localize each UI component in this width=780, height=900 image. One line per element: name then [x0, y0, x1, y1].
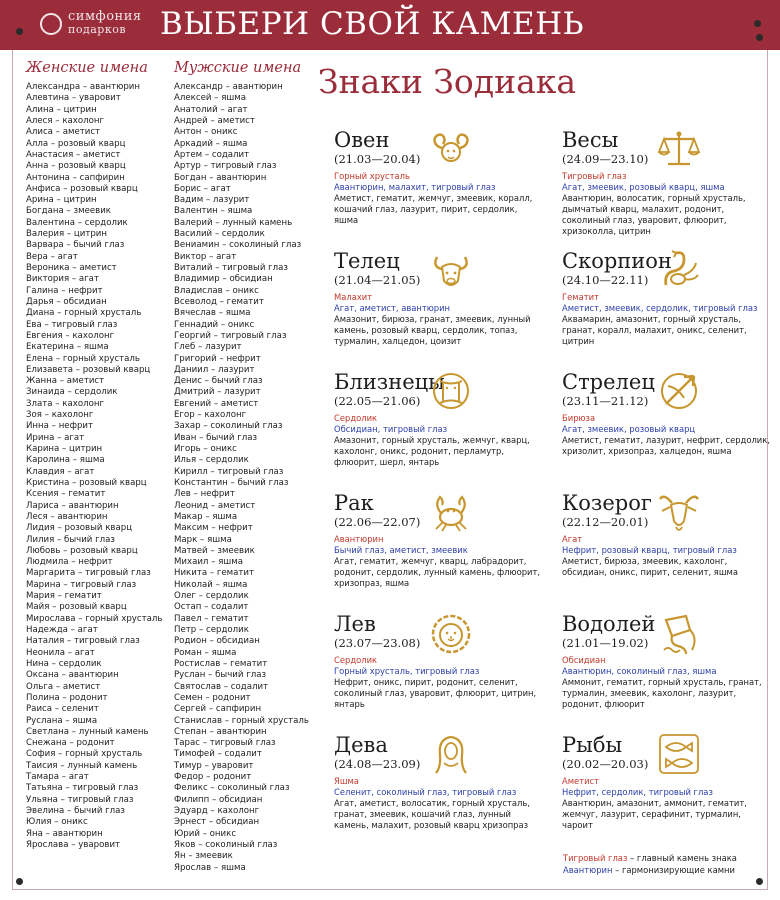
list-item: Полина – родонит — [26, 692, 108, 703]
list-item: Руслана – яшма — [26, 715, 98, 726]
list-item: Виктор – агат — [174, 251, 237, 262]
list-item: Ярослав – яшма — [174, 862, 246, 873]
other-stones: Нефрит, оникс, пирит, родонит, селенит, соколиный глаз, уваровит, флюорит, цитрин, янтарь — [334, 677, 537, 709]
taurus-icon — [428, 247, 474, 293]
list-item: Зинаида – сердолик — [26, 387, 118, 398]
main-stone: Тигровый глаз — [562, 171, 627, 181]
scorpio-icon — [656, 247, 702, 293]
female-names-list — [26, 82, 162, 851]
sign-dates: (21.04—21.05) — [334, 273, 421, 287]
harmonizing-stones: Агат, аметист, авантюрин — [334, 303, 451, 313]
list-item: Ольга – аметист — [26, 681, 101, 692]
list-item: Надежда – агат — [26, 625, 98, 635]
harmonizing-stones: Селенит, соколиный глаз, тигровый глаз — [334, 787, 517, 797]
list-item: Валерий – лунный камень — [174, 217, 293, 228]
list-item: Анатолий – агат — [174, 104, 248, 115]
list-item: Виктория – агат — [26, 274, 99, 285]
list-item: Матвей – змеевик — [174, 545, 255, 556]
sign-name: Дева — [334, 733, 388, 757]
logo-line-2: подарков — [68, 23, 127, 36]
list-item: Жанна – аметист — [26, 376, 105, 387]
list-item: Богдана – змеевик — [26, 206, 111, 217]
main-stone: Горный хрусталь — [334, 171, 410, 181]
sign-dates: (24.09—23.10) — [562, 152, 649, 166]
list-item: Неонила – агат — [26, 647, 95, 658]
list-item: Остап – содалит — [174, 602, 249, 613]
list-item: Арина – цитрин — [26, 195, 97, 206]
list-item: Сергей – сапфирин — [174, 704, 262, 715]
list-item: Карина – цитрин — [26, 444, 103, 454]
list-item: Всеволод – гематит — [174, 296, 264, 307]
list-item: Людмила – нефрит — [26, 557, 113, 568]
female-names-column — [26, 60, 162, 851]
cancer-icon — [428, 489, 474, 535]
list-item: Маргарита – тигровый глаз — [26, 568, 151, 579]
sign-name: Телец — [334, 249, 400, 273]
legend-main-desc: – главный камень знака — [627, 853, 737, 863]
list-item: Наталия – тигровый глаз — [26, 636, 140, 647]
sign-name: Козерог — [562, 491, 652, 515]
list-item: Руслан – бычий глаз — [174, 670, 267, 681]
list-item: Лилия – бычий глаз — [26, 534, 115, 545]
list-item: Тамара – агат — [26, 772, 89, 783]
list-item: Оксана – авантюрин — [26, 670, 119, 681]
list-item: Яна – авантюрин — [26, 828, 103, 839]
list-item: Клавдия – агат — [26, 466, 95, 477]
list-item: Ирина – агат — [26, 432, 85, 443]
list-item: Дарья – обсидиан — [26, 296, 107, 307]
list-item: Илья – сердолик — [174, 455, 249, 466]
list-item: Максим – нефрит — [174, 523, 253, 534]
list-item: Любовь – розовый кварц — [26, 545, 138, 556]
hanger-hole-icon — [16, 28, 23, 35]
list-item: Феликс – соколиный глаз — [174, 783, 290, 794]
main-stone: Аметист — [562, 776, 600, 786]
list-item: Тарас – тигровый глаз — [174, 738, 276, 749]
list-item: Святослав – содалит — [174, 681, 269, 692]
main-stone: Бирюза — [562, 413, 596, 423]
list-item: Валерия – цитрин — [26, 229, 108, 240]
list-item: Иван – бычий глаз — [174, 432, 258, 443]
list-item: Артур – тигровый глаз — [174, 161, 277, 172]
list-item: Екатерина – яшма — [26, 342, 109, 353]
logo-line-1: симфония — [68, 9, 142, 24]
list-item: Василий – сердолик — [174, 229, 265, 240]
harmonizing-stones: Аметист, змеевик, сердолик, тигровый глаз — [562, 303, 758, 313]
list-item: София – горный хрусталь — [26, 749, 143, 760]
list-item: Валентин – яшма — [174, 206, 253, 217]
list-item: Яков – соколиный глаз — [174, 839, 278, 850]
list-item: Георгий – тигровый глаз — [174, 330, 287, 341]
list-item: Тимофей – содалит — [174, 749, 262, 760]
list-item: Алевтина – уваровит — [26, 93, 121, 104]
list-item: Андрей – аметист — [174, 115, 255, 126]
harmonizing-stones: Нефрит, сердолик, тигровый глаз — [562, 787, 713, 797]
other-stones: Аммонит, гематит, горный хрусталь, гранат, турмалин, змеевик, кахолонг, лазурит, родонит, флюорит — [562, 677, 762, 709]
list-item: Елена – горный хрусталь — [26, 353, 140, 364]
hanger-hole-icon — [754, 20, 761, 27]
list-item: Кирилл – тигровый глаз — [174, 466, 284, 477]
list-item: Александр – авантюрин — [174, 82, 283, 92]
list-item: Дмитрий – лазурит — [174, 387, 261, 398]
list-item: Злата – кахолонг — [26, 398, 104, 409]
list-item: Мирослава – горный хрусталь — [26, 613, 163, 624]
female-names-heading: Женские имена — [26, 60, 148, 76]
sign-name: Стрелец — [562, 370, 655, 394]
list-item: Юлия – оникс — [26, 817, 88, 828]
sign-name: Лев — [334, 612, 376, 636]
male-names-column — [174, 60, 309, 874]
list-item: Захар – соколиный глаз — [174, 421, 283, 432]
harmonizing-stones: Авантюрин, малахит, тигровый глаз — [334, 182, 496, 192]
leo-icon — [428, 610, 474, 656]
list-item: Марина – тигровый глаз — [26, 579, 137, 590]
list-item: Михаил – яшма — [174, 557, 243, 568]
page-title: ВЫБЕРИ СВОЙ КАМЕНЬ — [160, 6, 585, 42]
list-item: Евгения – кахолонг — [26, 330, 115, 341]
list-item: Артем – содалит — [174, 149, 250, 160]
legend-harmonizing — [563, 864, 737, 876]
list-item: Алиса – аметист — [26, 127, 101, 138]
list-item: Павел – гематит — [174, 613, 249, 624]
sign-name: Весы — [562, 128, 619, 152]
other-stones: Аметист, гематит, жемчуг, змеевик, коралл, кошачий глаз, лазурит, пирит, сердолик, яшма — [334, 193, 533, 225]
logo-emblem-icon — [40, 13, 62, 35]
main-stone: Гематит — [562, 292, 599, 302]
brand-logo[interactable] — [40, 8, 150, 42]
other-stones: Агат, гематит, жемчуг, кварц, лабрадорит, родонит, сердолик, лунный камень, флюорит, хризопраз, яшма — [334, 556, 541, 588]
virgo-icon — [428, 731, 474, 777]
harmonizing-stones: Авантюрин, соколиный глаз, яшма — [562, 666, 717, 676]
list-item: Марк – яшма — [174, 534, 232, 545]
sign-name: Близнецы — [334, 370, 445, 394]
list-item: Раиса – селенит — [26, 704, 99, 715]
main-stone: Яшма — [334, 776, 359, 786]
list-item: Ярослава – уваровит — [26, 839, 121, 850]
list-item: Варвара – бычий глаз — [26, 240, 125, 251]
list-item: Лев – нефрит — [174, 489, 235, 500]
sign-name: Рыбы — [562, 733, 623, 757]
list-item: Ян – змеевик — [174, 851, 233, 862]
list-item: Глеб – лазурит — [174, 342, 242, 353]
list-item: Никита – гематит — [174, 568, 255, 579]
list-item: Анфиса – розовый кварц — [26, 183, 138, 194]
harmonizing-stones: Нефрит, розовый кварц, тигровый глаз — [562, 545, 737, 555]
list-item: Ева – тигровый глаз — [26, 319, 118, 330]
list-item: Игорь – оникс — [174, 444, 237, 454]
list-item: Вениамин – соколиный глаз — [174, 240, 302, 251]
list-item: Снежана – родонит — [26, 738, 115, 749]
aquarius-icon — [656, 610, 702, 656]
list-item: Антон – оникс — [174, 127, 238, 138]
list-item: Григорий – нефрит — [174, 353, 261, 364]
list-item: Ксения – гематит — [26, 489, 106, 500]
hanger-hole-icon — [756, 34, 763, 41]
list-item: Елизавета – розовый кварц — [26, 364, 151, 375]
list-item: Эдуард – кахолонг — [174, 806, 260, 816]
sign-name: Овен — [334, 128, 390, 152]
list-item: Вячеслав – яшма — [174, 308, 251, 319]
harmonizing-stones: Агат, змеевик, розовый кварц, яшма — [562, 182, 725, 192]
capricorn-icon — [656, 489, 702, 535]
sign-dates: (21.03—20.04) — [334, 152, 421, 166]
list-item: Олег – сердолик — [174, 591, 249, 602]
male-names-list — [174, 82, 309, 874]
other-stones: Амазонит, бирюза, гранат, змеевик, лунный камень, розовый кварц, сердолик, топаз, турмалин, халцедон, цоизит — [334, 314, 531, 346]
list-item: Филипп – обсидиан — [174, 794, 263, 805]
sign-dates: (21.01—19.02) — [562, 636, 649, 650]
sign-dates: (22.06—22.07) — [334, 515, 421, 529]
harmonizing-stones: Бычий глаз, аметист, змеевик — [334, 545, 468, 555]
list-item: Леся – авантюрин — [26, 511, 108, 522]
sign-dates: (23.07—23.08) — [334, 636, 421, 650]
list-item: Виталий – тигровый глаз — [174, 263, 289, 273]
list-item: Антонина – сапфирин — [26, 172, 125, 183]
sign-dates: (23.11—21.12) — [562, 394, 649, 408]
list-item: Зоя – кахолонг — [26, 410, 94, 421]
main-stone: Агат — [562, 534, 583, 544]
list-item: Макар – яшма — [174, 511, 238, 522]
list-item: Роман – яшма — [174, 647, 237, 658]
sign-dates: (24.10—22.11) — [562, 273, 649, 287]
list-item: Борис – агат — [174, 183, 231, 194]
aries-icon — [428, 126, 474, 172]
list-item: Светлана – лунный камень — [26, 726, 149, 737]
harmonizing-stones: Агат, змеевик, розовый кварц — [562, 424, 696, 434]
list-item: Лидия – розовый кварц — [26, 523, 133, 534]
list-item: Кристина – розовый кварц — [26, 477, 147, 488]
main-stone: Сердолик — [334, 655, 378, 665]
list-item: Галина – нефрит — [26, 285, 103, 296]
list-item: Вадим – лазурит — [174, 195, 250, 206]
list-item: Денис – бычий глаз — [174, 376, 263, 387]
header-bar — [0, 0, 780, 50]
list-item: Нина – сердолик — [26, 658, 102, 669]
other-stones: Авантюрин, амазонит, аммонит, гематит, жемчуг, лазурит, серафинит, турмалин, чароит — [562, 798, 747, 830]
other-stones: Аквамарин, амазонит, горный хрусталь, гранат, коралл, малахит, оникс, селенит, цитрин — [562, 314, 747, 346]
list-item: Николай – яшма — [174, 579, 248, 590]
list-item: Валентина – сердолик — [26, 217, 128, 228]
list-item: Семен – родонит — [174, 692, 251, 703]
gemini-icon — [428, 368, 474, 414]
list-item: Аркадий – яшма — [174, 138, 248, 149]
list-item: Алеся – кахолонг — [26, 115, 104, 126]
list-item: Степан – авантюрин — [174, 726, 267, 737]
legend-harm-word: Авантюрин — [563, 865, 613, 875]
sagittarius-icon — [656, 368, 702, 414]
main-stone: Авантюрин — [334, 534, 384, 544]
list-item: Алина – цитрин — [26, 104, 97, 115]
sign-dates: (22.05—21.06) — [334, 394, 421, 408]
list-item: Вера – агат — [26, 251, 78, 262]
list-item: Анна – розовый кварц — [26, 161, 126, 172]
legend-main-word: Тигровый глаз — [563, 853, 628, 863]
list-item: Алексей – яшма — [174, 93, 246, 104]
list-item: Диана – горный хрусталь — [26, 308, 142, 319]
list-item: Майя – розовый кварц — [26, 602, 127, 613]
other-stones: Аметист, бирюза, змеевик, кахолонг, обсидиан, оникс, пирит, селенит, яшма — [562, 556, 738, 577]
main-stone: Малахит — [334, 292, 373, 302]
list-item: Тимур – уваровит — [174, 760, 254, 771]
list-item: Алла – розовый кварц — [26, 138, 126, 149]
male-names-heading: Мужские имена — [174, 60, 302, 76]
sign-name: Рак — [334, 491, 374, 515]
other-stones: Аметист, гематит, лазурит, нефрит, сердолик, хризолит, хризопраз, халцедон, яшма — [562, 435, 770, 456]
list-item: Федор – родонит — [174, 772, 252, 783]
harmonizing-stones: Обсидиан, тигровый глаз — [334, 424, 448, 434]
list-item: Станислав – горный хрусталь — [174, 715, 309, 726]
harmonizing-stones: Горный хрусталь, тигровый глаз — [334, 666, 480, 676]
list-item: Инна – нефрит — [26, 421, 93, 432]
list-item: Анастасия – аметист — [26, 149, 121, 160]
libra-icon — [656, 126, 702, 172]
list-item: Эрнест – обсидиан — [174, 817, 260, 828]
list-item: Эвелина – бычий глаз — [26, 806, 125, 816]
list-item: Егор – кахолонг — [174, 410, 247, 421]
list-item: Владимир – обсидиан — [174, 274, 273, 285]
list-item: Юрий – оникс — [174, 828, 237, 839]
legend-main — [563, 852, 737, 864]
hanger-hole-icon — [16, 878, 23, 885]
legend-harm-desc: – гармонизирующие камни — [612, 865, 735, 875]
list-item: Евгений – аметист — [174, 398, 259, 409]
sign-dates: (20.02—20.03) — [562, 757, 649, 771]
list-item: Леонид – аметист — [174, 500, 256, 511]
legend — [563, 852, 737, 876]
list-item: Лариса – авантюрин — [26, 500, 119, 511]
list-item: Александра – авантюрин — [26, 82, 140, 92]
zodiac-section-title: Знаки Зодиака — [318, 62, 577, 101]
main-stone: Сердолик — [334, 413, 378, 423]
pisces-icon — [656, 731, 702, 777]
list-item: Геннадий – оникс — [174, 319, 255, 330]
list-item: Петр – сердолик — [174, 625, 249, 635]
list-item: Родион – обсидиан — [174, 636, 260, 647]
main-stone: Обсидиан — [562, 655, 606, 665]
list-item: Вероника – аметист — [26, 263, 117, 273]
list-item: Богдан – авантюрин — [174, 172, 267, 183]
list-item: Константин – бычий глаз — [174, 477, 289, 488]
other-stones: Амазонит, горный хрусталь, жемчуг, кварц, кахолонг, оникс, родонит, перламутр, флюорит, шерл, янтарь — [334, 435, 530, 467]
sign-dates: (22.12—20.01) — [562, 515, 649, 529]
hanger-hole-icon — [756, 878, 763, 885]
sign-dates: (24.08—23.09) — [334, 757, 421, 771]
list-item: Ростислав – гематит — [174, 658, 268, 669]
sign-name: Водолей — [562, 612, 656, 636]
list-item: Каролина – яшма — [26, 455, 105, 466]
list-item: Мария – гематит — [26, 591, 102, 602]
list-item: Таисия – лунный камень — [26, 760, 138, 771]
list-item: Ульяна – тигровый глаз — [26, 794, 134, 805]
list-item: Даниил – лазурит — [174, 364, 255, 375]
other-stones: Агат, аметист, волосатик, горный хрусталь, гранат, змеевик, кошачий глаз, лунный камень, малахит, розовый кварц хризопраз — [334, 798, 531, 830]
list-item: Владислав – оникс — [174, 285, 259, 296]
sign-name: Скорпион — [562, 249, 672, 273]
list-item: Татьяна – тигровый глаз — [26, 783, 139, 794]
other-stones: Авантюрин, волосатик, горный хрусталь, дымчатый кварц, малахит, родонит, соколиный глаз, уваровит, флюорит, хризоколла, цитрин — [562, 193, 746, 236]
